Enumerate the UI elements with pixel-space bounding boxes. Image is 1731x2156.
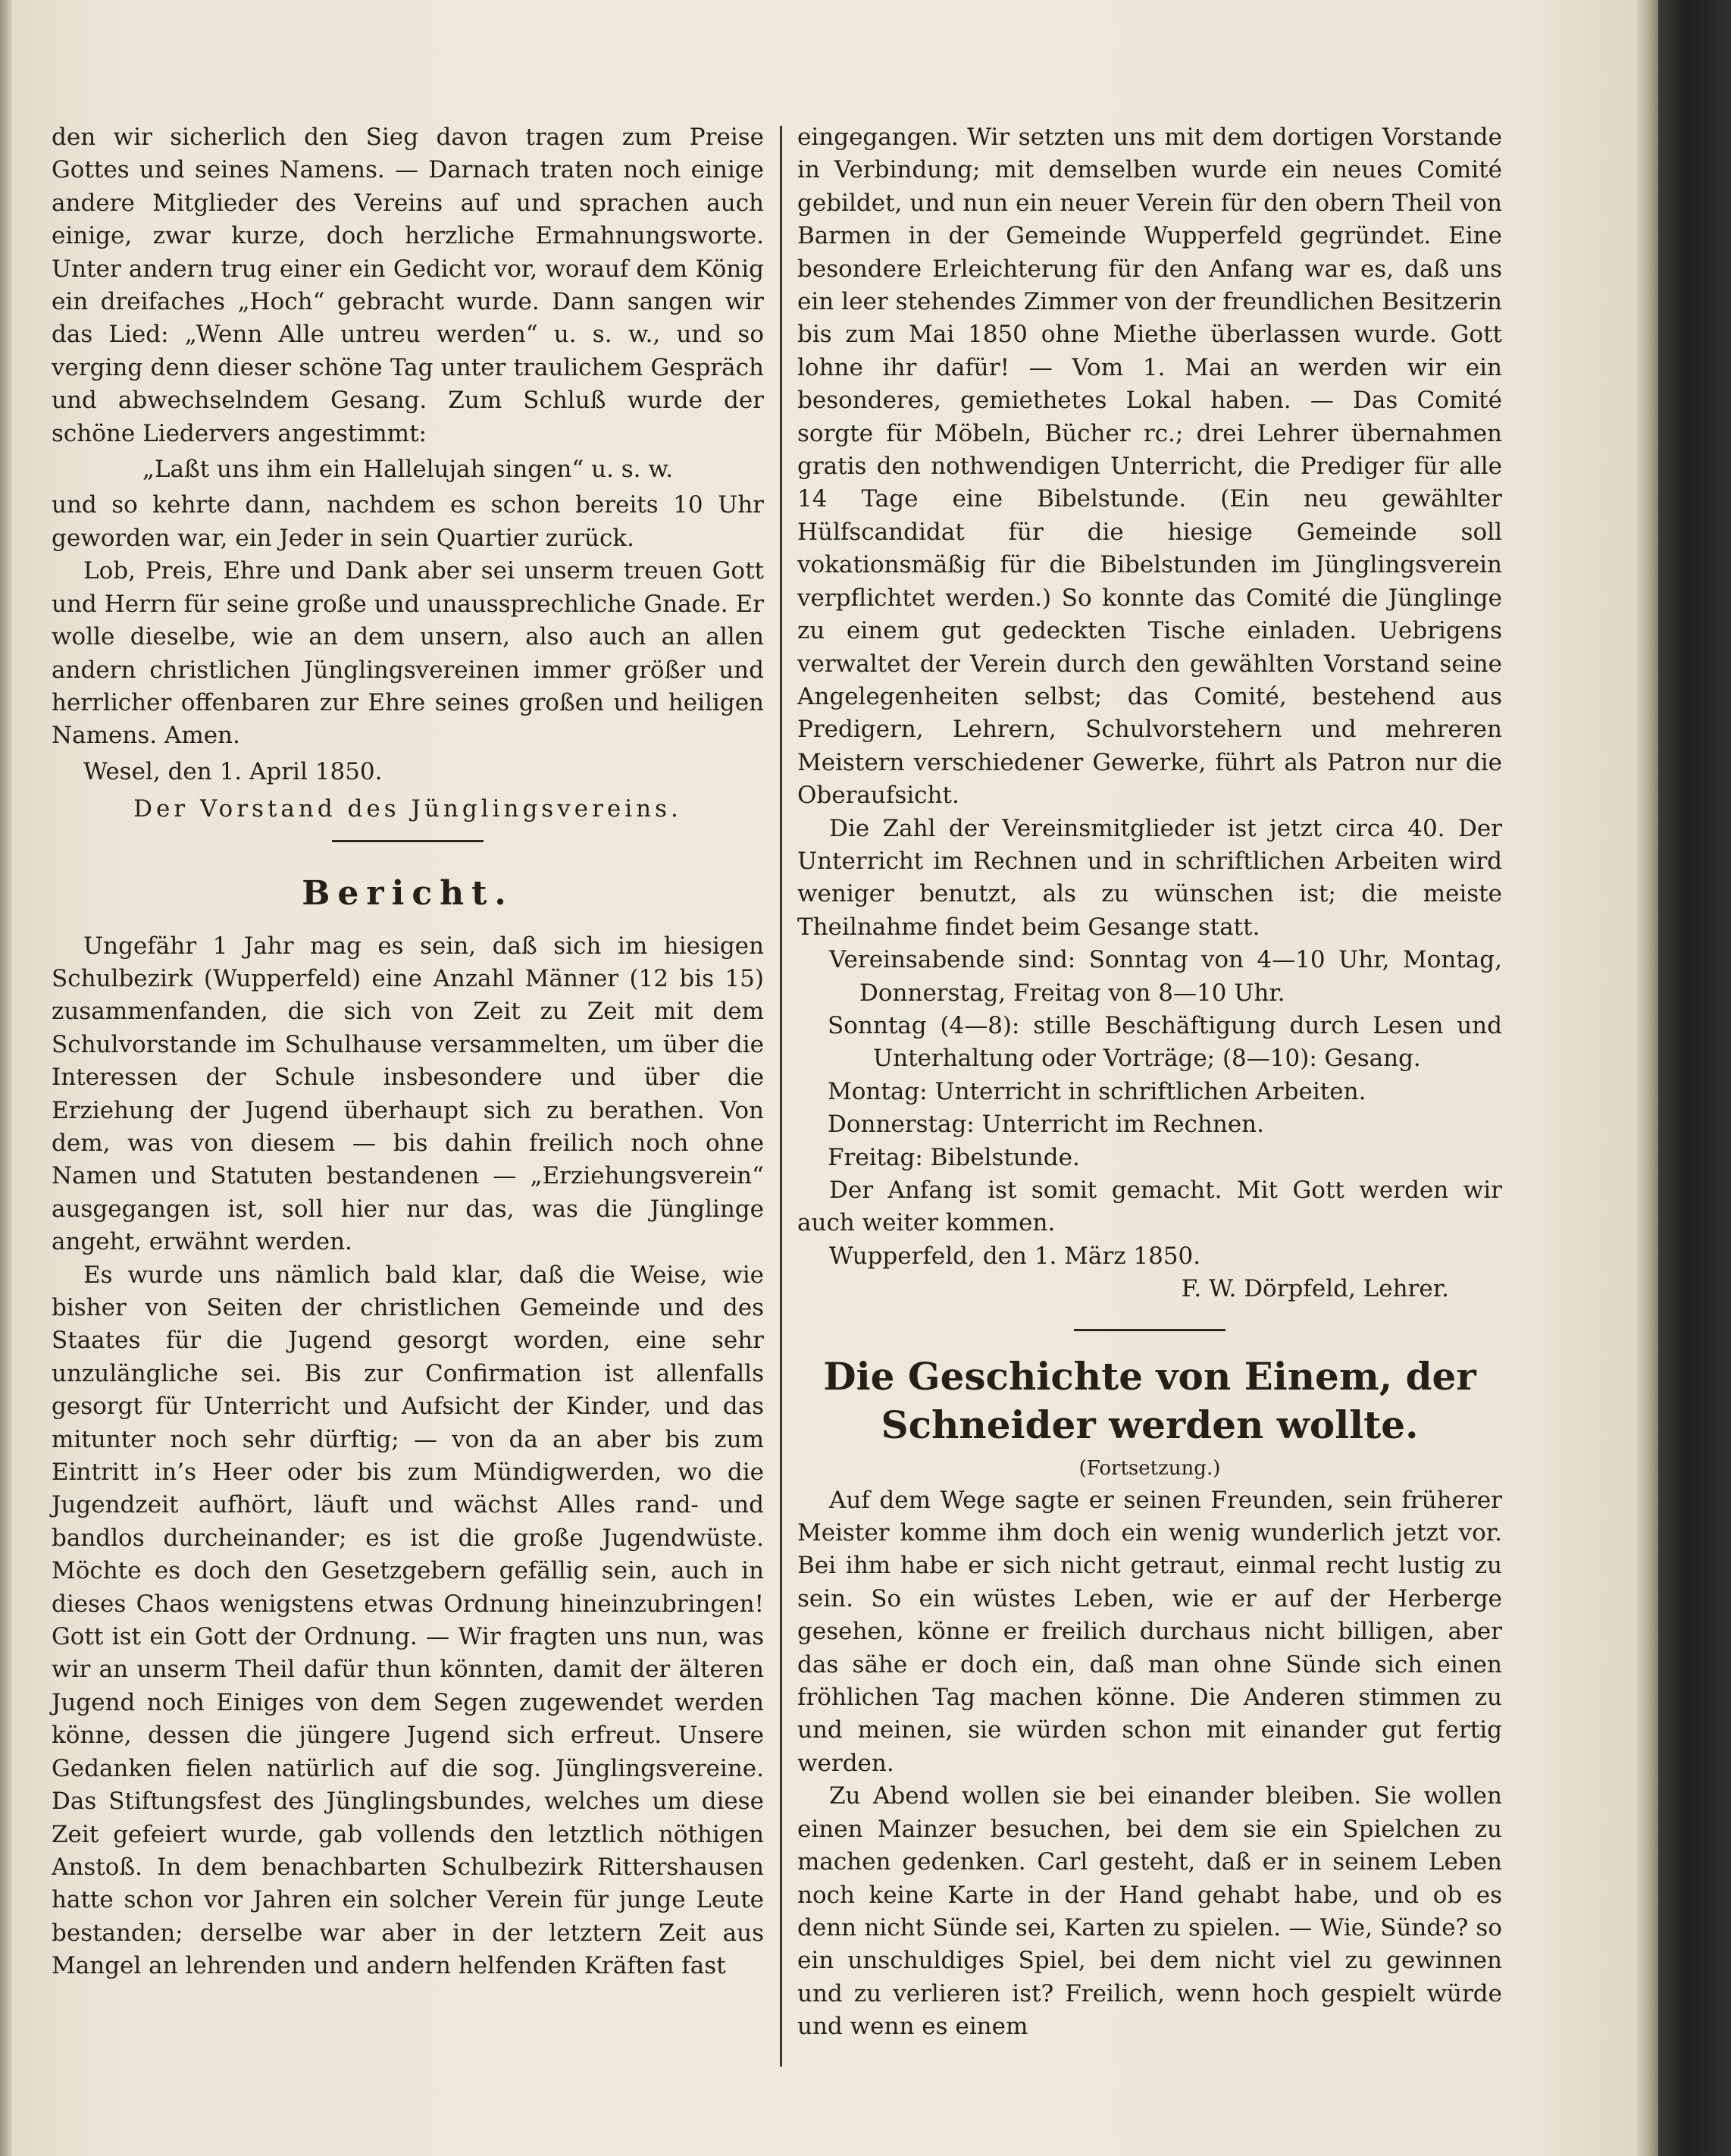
schedule-friday: Freitag: Bibelstunde. xyxy=(828,1143,1080,1171)
right-column xyxy=(797,121,1502,2044)
story-heading: Die Geschichte von Einem, der Schneider werden wollte. xyxy=(823,1353,1476,1447)
praise-paragraph: Lob, Preis, Ehre und Dank aber sei unserm treuen Gott und Herrn für seine große und unaussprechliche Gnade. Er wolle dieselbe, wie an dem unsern, also auch an allen andern christlichen Jünglingsvereinen immer größer und herrlicher offenbaren zur Ehre seines großen und heiligen Namens. Amen. xyxy=(52,557,764,750)
story-paragraph-1: Auf dem Wege sagte er seinen Freunden, sein früherer Meister komme ihm doch ein wenig wunderlich jetzt vor. Bei ihm habe er sich nicht getraut, einmal recht lustig zu sein. So ein wüstes Leben, wie er auf der Herberge gesehen, könne er freilich durchaus nicht billigen, aber das sähe er doch ein, daß man ohne Sünde sich einen fröhlichen Tag machen könne. Die Anderen stimmen zu und meinen, sie würden schon mit einander gut fertig werden. xyxy=(797,1486,1502,1777)
section-separator xyxy=(1074,1329,1225,1331)
dateline: Wupperfeld, den 1. März 1850. xyxy=(829,1242,1201,1270)
continuation-paragraph: eingegangen. Wir setzten uns mit dem dortigen Vorstande in Verbindung; mit demselben wurde ein neues Comité gebildet, und nun ein neuer Verein für den obern Theil von Barmen in der Gemeinde Wupperfeld gegründet. Eine besondere Erleichterung für den Anfang war es, daß uns ein leer stehendes Zimmer von der freundlichen Besitzerin bis zum Mai 1850 ohne Miethe überlassen wurde. Gott lohne ihr dafür! — Vom 1. Mai an werden wir ein besonderes, gemiethetes Lokal haben. — Das Comité sorgte für Möbeln, Bücher rc.; drei Lehrer übernahmen gratis den nothwendigen Unterricht, die Prediger für alle 14 Tage eine Bibelstunde. (Ein neu gewählter Hülfscandidat für die hiesige Gemeinde soll vokationsmäßig für die Bibelstunden im Jünglingsverein verpflichtet werden.) So konnte das Comité die Jünglinge zu einem gut gedeckten Tische einladen. Uebrigens verwaltet der Verein durch den gewählten Vorstand seine Angelegenheiten selbst; das Comité, bestehend aus Predigern, Lehrern, Schulvorstehern und mehreren Meistern verschiedener Gewerke, führt als Patron nur die Oberaufsicht. xyxy=(797,124,1502,810)
schedule-sunday: Sonntag (4—8): stille Beschäftigung durch Lesen und Unterhaltung oder Vorträge; (8—10): Gesang. xyxy=(828,1011,1502,1073)
left-column xyxy=(52,121,764,1983)
author-signature: F. W. Dörpfeld, Lehrer. xyxy=(1181,1275,1449,1303)
dateline: Wesel, den 1. April 1850. xyxy=(83,757,383,785)
after-quote-paragraph: und so kehrte dann, nachdem es schon bereits 10 Uhr geworden war, ein Jeder in sein Quartier zurück. xyxy=(52,491,764,552)
bericht-paragraph-1: Ungefähr 1 Jahr mag es sein, daß sich im hiesigen Schulbezirk (Wupperfeld) eine Anzahl Männer (12 bis 15) zusammenfanden, die sich von Zeit zu Zeit mit dem Schulvorstande im Schulhause versammelten, um über die Interessen der Schule insbesondere und über die Erziehung der Jugend überhaupt sich zu berathen. Von dem, was von diesem — bis dahin freilich noch ohne Namen und Statuten bestandenen — „Erziehungsverein“ ausgegangen ist, soll hier nur das, was die Jünglinge angeht, erwähnt werden. xyxy=(52,932,764,1256)
book-binding xyxy=(1658,0,1731,2156)
members-paragraph: Die Zahl der Vereinsmitglieder ist jetzt circa 40. Der Unterricht im Rechnen und in schriftlichen Arbeiten wird weniger benutzt, als zu wünschen ist; die meiste Theilnahme findet beim Gesange statt. xyxy=(797,814,1502,941)
continuation-paragraph: den wir sicherlich den Sieg davon tragen zum Preise Gottes und seines Namens. — Darnach traten noch einige andere Mitglieder des Vereins auf und sprachen auch einige, zwar kurze, doch herzliche Ermahnungsworte. Unter andern trug einer ein Gedicht vor, worauf dem König ein dreifaches „Hoch“ gebracht wurde. Dann sangen wir das Lied: „Wenn Alle untreu werden“ u. s. w., und so verging denn dieser schöne Tag unter traulichem Gespräch und abwechselndem Gesang. Zum Schluß wurde der schöne Liedervers angestimmt: xyxy=(52,124,764,447)
quote-line: „Laßt uns ihm ein Hallelujah singen“ u. s. w. xyxy=(142,456,674,484)
closing-paragraph: Der Anfang ist somit gemacht. Mit Gott werden wir auch weiter kommen. xyxy=(797,1177,1502,1237)
bericht-paragraph-2: Es wurde uns nämlich bald klar, daß die Weise, wie bisher von Seiten der christlichen Gemeinde und des Staates für die Jugend gesorgt worden, eine sehr unzulängliche sei. Bis zur Confirmation ist allenfalls gesorgt für Unterricht und Aufsicht der Kinder, und das mitunter noch sehr dürftig; — von da an aber bis zum Eintritt in’s Heer oder bis zum Mündigwerden, wo die Jugendzeit aufhört, läuft und wächst Alles rand- und bandlos durcheinander; es ist die große Jugendwüste. Möchte es doch den Gesetzgebern gefällig sein, auch in dieses Chaos wenigstens etwas Ordnung hineinzubringen! Gott ist ein Gott der Ordnung. — Wir fragten uns nun, was wir an unserm Theil dafür thun könnten, damit der älteren Jugend noch Einiges von dem Segen zugewendet werden könne, dessen die jüngere Jugend sich erfreut. Unsere Gedanken fielen natürlich auf die sog. Jünglingsvereine. Das Stiftungsfest des Jünglingsbundes, welches um diese Zeit gefeiert wurde, gab vollends den letztlich nöthigen Anstoß. In dem benachbarten Schulbezirk Rittershausen hatte schon vor Jahren ein solcher Verein für junge Leute bestanden; derselbe war aber in der letztern Zeit aus Mangel an lehrenden und andern helfenden Kräften fast xyxy=(52,1261,764,1980)
schedule-thursday: Donnerstag: Unterricht im Rechnen. xyxy=(828,1111,1264,1139)
signature: Der Vorstand des Jünglingsvereins. xyxy=(133,795,682,823)
column-rule xyxy=(780,126,782,2067)
bericht-heading: Bericht. xyxy=(302,873,514,913)
section-separator xyxy=(332,840,484,842)
story-subtitle: (Fortsetzung.) xyxy=(1078,1456,1221,1480)
page-left-edge xyxy=(0,0,12,2156)
story-paragraph-2: Zu Abend wollen sie bei einander bleiben. Sie wollen einen Mainzer besuchen, bei dem sie ein Spielchen zu machen gedenken. Carl gesteht, daß er in seinem Leben noch keine Karte in der Hand gehabt habe, und ob es denn nicht Sünde sei, Karten zu spielen. — Wie, Sünde? so ein unschuldiges Spiel, bei dem nicht viel zu gewinnen und zu verlieren ist? Freilich, wenn hoch gespielt würde und wenn es einem xyxy=(797,1782,1502,2041)
page-right-edge xyxy=(1637,0,1658,2156)
club-evenings: Vereinsabende sind: Sonntag von 4—10 Uhr, Montag, Donnerstag, Freitag von 8—10 Uhr. xyxy=(829,946,1502,1007)
schedule-monday: Montag: Unterricht in schriftlichen Arbeiten. xyxy=(828,1077,1366,1105)
